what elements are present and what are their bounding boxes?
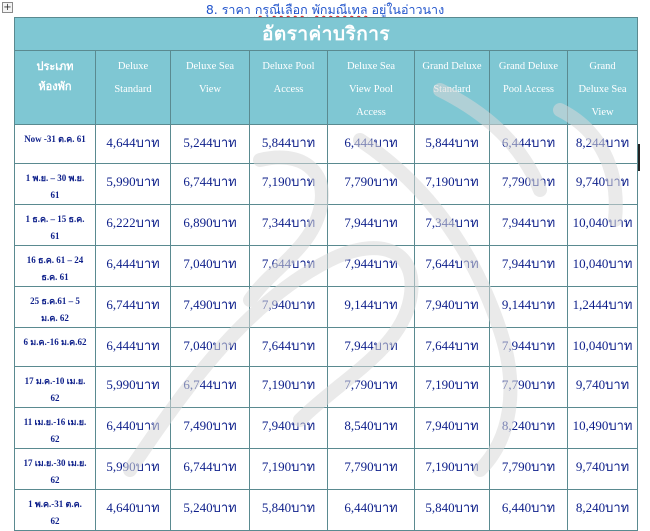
- price-cell: 5,240บาท: [171, 490, 250, 531]
- table-row: [15, 164, 638, 205]
- price-cell: 7,190บาท: [415, 164, 490, 205]
- column-header: [490, 51, 568, 125]
- date-range-line: 62: [50, 434, 60, 444]
- column-header-line: Deluxe Pool: [262, 61, 315, 72]
- price-cell: 9,740บาท: [568, 449, 638, 490]
- text-cursor: [638, 144, 640, 171]
- column-header-line: Grand Deluxe: [498, 61, 559, 72]
- date-range-cell: [15, 490, 96, 531]
- price-cell: 7,944บาท: [328, 205, 415, 246]
- table-row: [15, 449, 638, 490]
- date-range-line: ม.ค. 62: [41, 313, 69, 323]
- date-range-line: 1 พ.ค.-31 ต.ค.: [28, 499, 82, 509]
- price-cell: 1,2444บาท: [568, 287, 638, 328]
- price-cell: 7,490บาท: [171, 287, 250, 328]
- column-header-line: Deluxe Sea: [185, 61, 235, 72]
- price-cell: 7,944บาท: [490, 246, 568, 287]
- column-header-line: Deluxe: [117, 61, 149, 72]
- price-cell: 7,644บาท: [415, 246, 490, 287]
- price-cell: 6,744บาท: [171, 449, 250, 490]
- column-header-line: Deluxe Sea: [346, 61, 396, 72]
- table-title: อัตราค่าบริการ: [15, 18, 638, 51]
- price-cell: 6,744บาท: [171, 164, 250, 205]
- date-range-line: 11 เม.ย.-16 เม.ย.: [23, 417, 87, 427]
- price-cell: 9,740บาท: [568, 367, 638, 408]
- column-header: [415, 51, 490, 125]
- price-cell: 10,040บาท: [568, 246, 638, 287]
- column-header-line: Access: [356, 107, 386, 118]
- price-cell: 8,540บาท: [328, 408, 415, 449]
- column-header: [250, 51, 328, 125]
- date-range-line: 17 ม.ค.-10 เม.ย.: [24, 376, 86, 386]
- price-cell: 7,190บาท: [415, 367, 490, 408]
- column-header-line: Grand Deluxe: [422, 61, 482, 72]
- rate-table: [14, 17, 638, 531]
- price-cell: 7,940บาท: [250, 287, 328, 328]
- price-cell: 6,744บาท: [96, 287, 171, 328]
- date-range-line: 17 เม.ย.-30 เม.ย.: [23, 458, 87, 468]
- price-cell: 7,790บาท: [328, 164, 415, 205]
- date-range-line: Now -31 ต.ค. 61: [24, 134, 86, 144]
- date-range-line: 1 ธ.ค. – 15 ธ.ค.: [25, 214, 85, 224]
- date-range-line: 61: [50, 190, 60, 200]
- column-header: [15, 51, 96, 125]
- column-header-line: View: [198, 84, 222, 95]
- table-move-handle-icon[interactable]: +: [3, 2, 12, 13]
- price-cell: 6,440บาท: [490, 490, 568, 531]
- table-row: [15, 246, 638, 287]
- price-cell: 7,644บาท: [250, 246, 328, 287]
- price-cell: 7,790บาท: [490, 449, 568, 490]
- price-cell: 6,444บาท: [96, 328, 171, 367]
- price-cell: 10,040บาท: [568, 205, 638, 246]
- price-cell: 9,144บาท: [328, 287, 415, 328]
- column-header: [96, 51, 171, 125]
- price-cell: 7,190บาท: [250, 449, 328, 490]
- price-cell: 7,344บาท: [415, 205, 490, 246]
- date-range-line: 6 ม.ค.-16 ม.ค.62: [23, 337, 87, 347]
- price-cell: 4,640บาท: [96, 490, 171, 531]
- date-range-cell: [15, 246, 96, 287]
- column-header-line: Deluxe Sea: [578, 84, 627, 95]
- column-header-line: View Pool: [349, 84, 393, 95]
- column-header-line: Access: [273, 84, 304, 95]
- price-cell: 5,844บาท: [415, 125, 490, 164]
- date-range-line: 62: [50, 516, 60, 526]
- column-header-line: View: [591, 107, 614, 118]
- date-range-cell: [15, 328, 96, 367]
- price-cell: 7,790บาท: [328, 449, 415, 490]
- date-range-line: 62: [50, 393, 60, 403]
- column-header: [171, 51, 250, 125]
- price-cell: 8,240บาท: [568, 490, 638, 531]
- column-header-line: Pool Access: [502, 84, 555, 95]
- date-range-line: 62: [50, 475, 60, 485]
- column-header-line: Standard: [433, 84, 471, 95]
- column-header: [568, 51, 638, 125]
- table-row: [15, 408, 638, 449]
- header-row: [15, 51, 638, 125]
- price-cell: 7,190บาท: [250, 164, 328, 205]
- date-range-line: 16 ธ.ค. 61 – 24: [26, 255, 84, 265]
- date-range-cell: [15, 408, 96, 449]
- price-cell: 10,490บาท: [568, 408, 638, 449]
- table-row: [15, 490, 638, 531]
- date-range-cell: [15, 164, 96, 205]
- price-cell: 7,940บาท: [250, 408, 328, 449]
- price-cell: 7,344บาท: [250, 205, 328, 246]
- price-cell: 5,990บาท: [96, 164, 171, 205]
- table-row: [15, 367, 638, 408]
- date-range-cell: [15, 125, 96, 164]
- title-row: [15, 18, 638, 51]
- price-cell: 7,644บาท: [250, 328, 328, 367]
- price-cell: 6,440บาท: [96, 408, 171, 449]
- table-row: [15, 205, 638, 246]
- price-cell: 5,244บาท: [171, 125, 250, 164]
- price-cell: 9,740บาท: [568, 164, 638, 205]
- price-cell: 9,144บาท: [490, 287, 568, 328]
- price-cell: 6,890บาท: [171, 205, 250, 246]
- heading-part-2: พักมณีเทล: [311, 2, 368, 17]
- price-cell: 7,190บาท: [415, 449, 490, 490]
- price-cell: 8,244บาท: [568, 125, 638, 164]
- date-range-line: 1 พ.ย. – 30 พ.ย.: [25, 173, 85, 183]
- price-cell: 7,190บาท: [250, 367, 328, 408]
- price-cell: 7,944บาท: [490, 328, 568, 367]
- column-header-line: Grand: [589, 61, 616, 72]
- price-cell: 7,040บาท: [171, 328, 250, 367]
- price-cell: 7,790บาท: [490, 164, 568, 205]
- date-range-line: ธ.ค. 61: [41, 272, 69, 282]
- date-range-line: 25 ธ.ค.61 – 5: [30, 296, 80, 306]
- price-cell: 7,944บาท: [328, 246, 415, 287]
- price-cell: 5,990บาท: [96, 367, 171, 408]
- price-cell: 7,944บาท: [328, 328, 415, 367]
- price-cell: 7,940บาท: [415, 287, 490, 328]
- price-cell: 6,444บาท: [96, 246, 171, 287]
- price-cell: 6,444บาท: [328, 125, 415, 164]
- date-range-line: 61: [50, 231, 60, 241]
- column-header-line: Standard: [114, 84, 152, 95]
- column-header-line: ห้องพัก: [38, 81, 72, 93]
- table-row: [15, 328, 638, 367]
- price-cell: 7,490บาท: [171, 408, 250, 449]
- price-cell: 6,440บาท: [328, 490, 415, 531]
- price-cell: 7,644บาท: [415, 328, 490, 367]
- date-range-cell: [15, 287, 96, 328]
- section-heading: [0, 2, 650, 18]
- table-row: [15, 287, 638, 328]
- price-cell: 5,990บาท: [96, 449, 171, 490]
- price-cell: 5,844บาท: [250, 125, 328, 164]
- table-row: [15, 125, 638, 164]
- price-cell: 8,240บาท: [490, 408, 568, 449]
- price-cell: 6,444บาท: [490, 125, 568, 164]
- heading-suffix: อยู่ในอ่าวนาง: [367, 2, 445, 17]
- heading-part-1: กรุณีเลือก: [254, 2, 308, 17]
- price-cell: 4,644บาท: [96, 125, 171, 164]
- price-cell: 7,790บาท: [490, 367, 568, 408]
- column-header-line: ประเภท: [36, 61, 74, 73]
- price-cell: 5,840บาท: [250, 490, 328, 531]
- price-cell: 7,940บาท: [415, 408, 490, 449]
- column-header: [328, 51, 415, 125]
- price-cell: 5,840บาท: [415, 490, 490, 531]
- price-cell: 6,744บาท: [171, 367, 250, 408]
- heading-prefix: 8. ราคา: [205, 2, 255, 17]
- price-cell: 6,222บาท: [96, 205, 171, 246]
- date-range-cell: [15, 367, 96, 408]
- price-cell: 7,944บาท: [490, 205, 568, 246]
- price-cell: 7,040บาท: [171, 246, 250, 287]
- date-range-cell: [15, 449, 96, 490]
- price-cell: 10,040บาท: [568, 328, 638, 367]
- date-range-cell: [15, 205, 96, 246]
- price-cell: 7,790บาท: [328, 367, 415, 408]
